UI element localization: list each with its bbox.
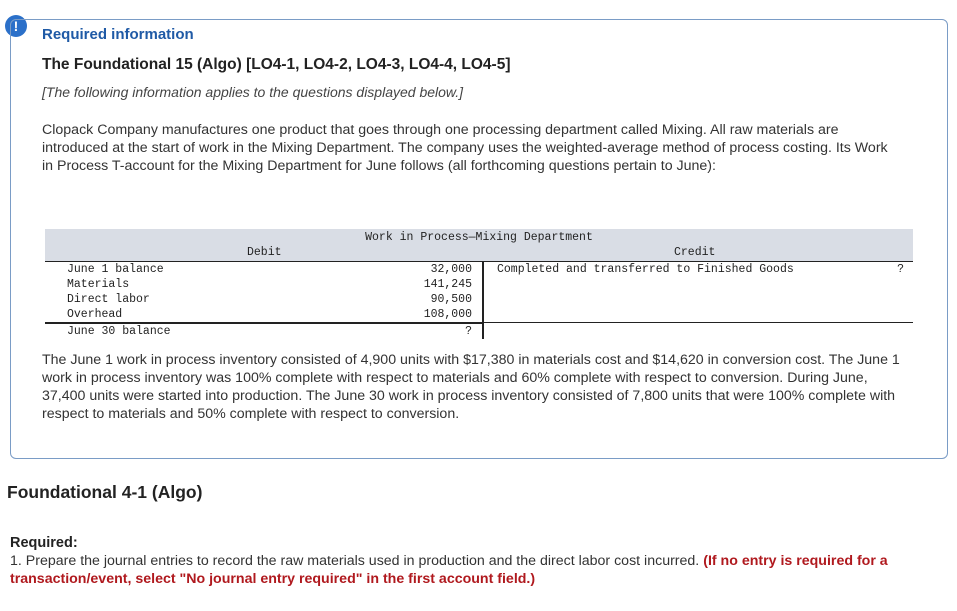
debit-row — [45, 278, 913, 293]
debit-header: Debit — [247, 246, 282, 259]
foundational-title: Foundational 4-1 (Algo) — [7, 482, 203, 502]
debit-row-label: June 1 balance — [67, 263, 164, 276]
ending-balance-label: June 30 balance — [67, 325, 171, 338]
credit-row-label: Completed and transferred to Finished Goods — [497, 263, 794, 276]
debit-row-label: Materials — [67, 278, 130, 291]
debit-row-value: 32,000 — [430, 263, 472, 276]
credit-header: Credit — [674, 246, 716, 259]
question-main: 1. Prepare the journal entries to record the raw materials used in production and the direct labor cost incurred. — [10, 553, 700, 569]
t-account-header — [45, 229, 913, 261]
credit-row-value: ? — [897, 263, 904, 276]
required-information-heading: Required information — [42, 26, 194, 43]
debit-row-value: 141,245 — [423, 278, 472, 291]
alert-icon: ! — [5, 15, 27, 37]
debit-row — [45, 308, 913, 323]
debit-row — [45, 293, 913, 308]
debit-row — [45, 263, 913, 278]
t-account-top-line — [45, 261, 913, 262]
work-in-process-paragraph: The June 1 work in process inventory consisted of 4,900 units with $17,380 in materials cost and $14,620 in conversion cost. The June 1 work in process inventory was 100% complete with respect to materials and 60% complete with respect to conversion. During June, 37,400 units were started into production. The June 30 work in process inventory consisted of 7,800 units that were 100% complete with respect to materials and 50% complete with respect to conversion. — [42, 352, 900, 422]
debit-row-value: 90,500 — [430, 293, 472, 306]
ending-balance-value: ? — [465, 325, 472, 338]
ending-balance-row — [45, 325, 913, 340]
problem-title: The Foundational 15 (Algo) [LO4-1, LO4-2, LO4-3, LO4-4, LO4-5] — [42, 56, 511, 73]
intro-paragraph: Clopack Company manufactures one product that goes through one processing department called Mixing. All raw materials are introduced at the start of work in the Mixing Department. The company uses the weighted-average method of process costing. Its Work in Process T-account for the Mixing Department for June follows (all forthcoming questions pertain to June): — [42, 122, 888, 174]
debit-total-line — [45, 323, 482, 324]
applies-note: [The following information applies to the questions displayed below.] — [42, 84, 464, 100]
question-instruction: (If no entry is required for a transaction/event, select "No journal entry required" in the first account field.) — [10, 553, 888, 587]
debit-row-label: Overhead — [67, 308, 123, 321]
t-account-bottom-line — [45, 322, 913, 323]
debit-row-label: Direct labor — [67, 293, 150, 306]
t-account-table — [45, 229, 913, 338]
debit-row-value: 108,000 — [423, 308, 472, 321]
t-account-title: Work in Process—Mixing Department — [365, 231, 593, 244]
question-text — [10, 552, 950, 588]
required-label: Required: — [10, 535, 78, 551]
